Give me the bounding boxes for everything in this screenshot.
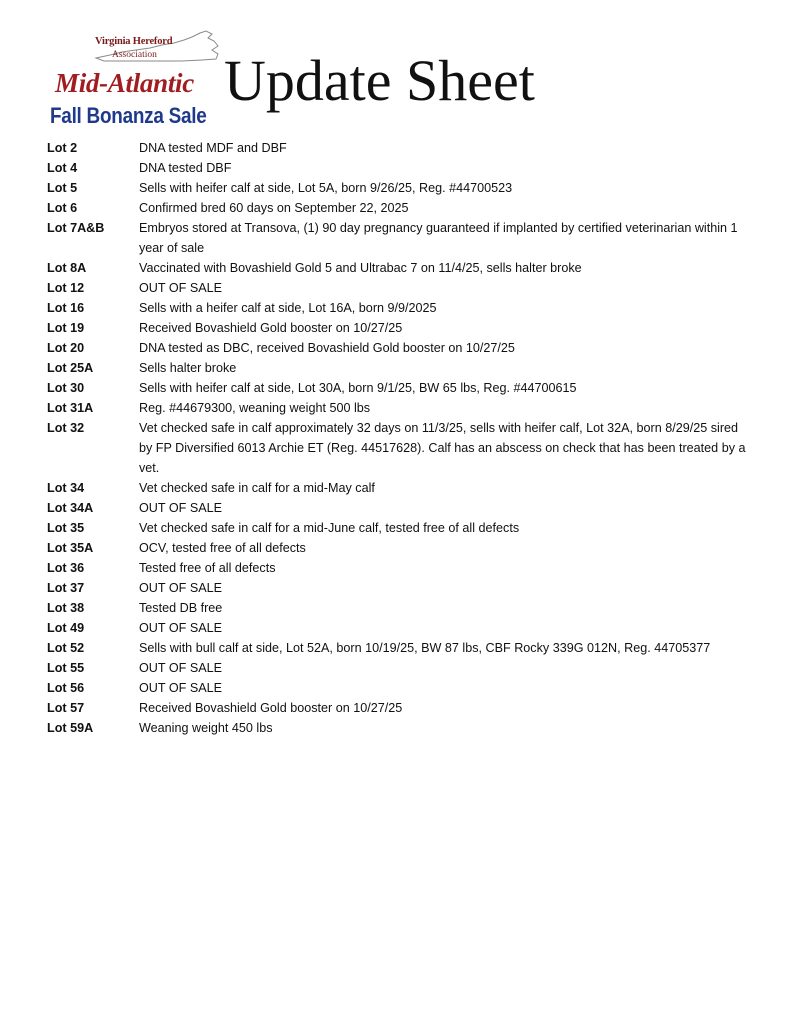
lot-note: Vet checked safe in calf approximately 32 days on 11/3/25, sells with heifer calf, Lot 32A, born 8/29/25 sired by FP Diversified 6013 Archie ET (Reg. 44517628). Calf has an abscess on check that has been treated by a vet. — [139, 421, 746, 475]
lot-number: Lot 4 — [47, 161, 78, 175]
lot-number: Lot 38 — [47, 601, 85, 615]
lot-number: Lot 5 — [47, 181, 78, 195]
list-item — [47, 298, 747, 318]
lot-note: Vet checked safe in calf for a mid-June calf, tested free of all defects — [139, 521, 520, 535]
lot-note: Sells with heifer calf at side, Lot 30A, born 9/1/25, BW 65 lbs, Reg. #44700615 — [139, 381, 577, 395]
list-item — [47, 278, 747, 298]
lot-number: Lot 52 — [47, 641, 85, 655]
association-name: Virginia Hereford — [95, 36, 173, 47]
lot-note: Sells with bull calf at side, Lot 52A, born 10/19/25, BW 87 lbs, CBF Rocky 339G 012N, Reg. 44705377 — [139, 641, 711, 655]
lot-number: Lot 8A — [47, 261, 87, 275]
lot-number: Lot 6 — [47, 201, 78, 215]
list-item — [47, 478, 747, 498]
lot-note: Tested DB free — [139, 601, 223, 615]
lot-note: DNA tested MDF and DBF — [139, 141, 287, 155]
list-item — [47, 158, 747, 178]
lot-number: Lot 34 — [47, 481, 85, 495]
lot-number: Lot 55 — [47, 661, 85, 675]
lot-number: Lot 19 — [47, 321, 85, 335]
lot-note: OUT OF SALE — [139, 501, 223, 515]
lot-note: DNA tested DBF — [139, 161, 232, 175]
lot-number: Lot 37 — [47, 581, 85, 595]
list-item — [47, 258, 747, 278]
lot-note: OUT OF SALE — [139, 681, 223, 695]
lot-note: Sells halter broke — [139, 361, 237, 375]
lot-number: Lot 34A — [47, 501, 94, 515]
list-item — [47, 558, 747, 578]
list-item — [47, 198, 747, 218]
lot-note: OUT OF SALE — [139, 661, 223, 675]
page-title: Update Sheet — [224, 48, 535, 113]
lot-note: Embryos stored at Transova, (1) 90 day pregnancy guaranteed if implanted by certified veterinarian within 1 year of sale — [139, 221, 738, 255]
lot-note: Received Bovashield Gold booster on 10/27/25 — [139, 321, 403, 335]
lot-number: Lot 35A — [47, 541, 94, 555]
list-item — [47, 378, 747, 398]
lot-note: DNA tested as DBC, received Bovashield Gold booster on 10/27/25 — [139, 341, 515, 355]
lot-note: Tested free of all defects — [139, 561, 276, 575]
lot-note: Reg. #44679300, weaning weight 500 lbs — [139, 401, 371, 415]
lot-note: Confirmed bred 60 days on September 22, 2025 — [139, 201, 409, 215]
list-item — [47, 138, 747, 158]
lot-note: OUT OF SALE — [139, 281, 223, 295]
list-item — [47, 658, 747, 678]
lot-note: Vaccinated with Bovashield Gold 5 and Ultrabac 7 on 11/4/25, sells halter broke — [139, 261, 582, 275]
list-item — [47, 178, 747, 198]
lot-note: Received Bovashield Gold booster on 10/27/25 — [139, 701, 403, 715]
event-name: Mid-Atlantic — [55, 68, 194, 98]
list-item — [47, 418, 747, 478]
lot-updates-list — [47, 138, 747, 738]
list-item — [47, 318, 747, 338]
association-label: Association — [112, 50, 157, 60]
list-item — [47, 518, 747, 538]
lot-note: OUT OF SALE — [139, 581, 223, 595]
lot-number: Lot 36 — [47, 561, 85, 575]
lot-note: Sells with heifer calf at side, Lot 5A, born 9/26/25, Reg. #44700523 — [139, 181, 513, 195]
lot-number: Lot 57 — [47, 701, 85, 715]
list-item — [47, 618, 747, 638]
list-item — [47, 498, 747, 518]
lot-number: Lot 20 — [47, 341, 85, 355]
sale-logo — [50, 28, 225, 134]
lot-number: Lot 30 — [47, 381, 85, 395]
lot-number: Lot 12 — [47, 281, 85, 295]
list-item — [47, 598, 747, 618]
lot-note: Sells with a heifer calf at side, Lot 16A, born 9/9/2025 — [139, 301, 437, 315]
lot-number: Lot 7A&B — [47, 221, 105, 235]
lot-note: Weaning weight 450 lbs — [139, 721, 273, 735]
lot-number: Lot 31A — [47, 401, 94, 415]
event-subtitle: Fall Bonanza Sale — [50, 103, 207, 128]
list-item — [47, 638, 747, 658]
lot-number: Lot 49 — [47, 621, 85, 635]
list-item — [47, 718, 747, 738]
lot-number: Lot 2 — [47, 141, 78, 155]
list-item — [47, 578, 747, 598]
lot-note: OCV, tested free of all defects — [139, 541, 306, 555]
lot-note: Vet checked safe in calf for a mid-May calf — [139, 481, 375, 495]
lot-note: OUT OF SALE — [139, 621, 223, 635]
lot-number: Lot 16 — [47, 301, 85, 315]
lot-number: Lot 25A — [47, 361, 94, 375]
lot-number: Lot 32 — [47, 421, 85, 435]
lot-number: Lot 56 — [47, 681, 85, 695]
lot-number: Lot 35 — [47, 521, 85, 535]
list-item — [47, 678, 747, 698]
list-item — [47, 538, 747, 558]
list-item — [47, 338, 747, 358]
list-item — [47, 398, 747, 418]
lot-number: Lot 59A — [47, 721, 94, 735]
list-item — [47, 218, 747, 258]
list-item — [47, 698, 747, 718]
list-item — [47, 358, 747, 378]
